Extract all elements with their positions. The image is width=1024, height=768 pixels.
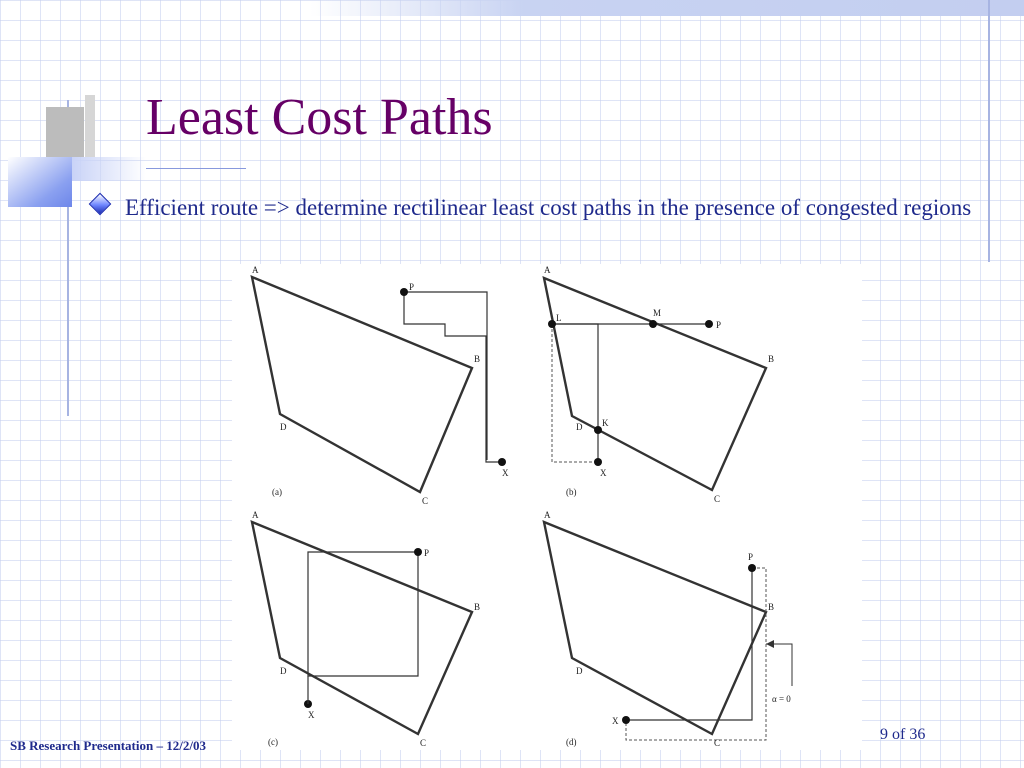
- diamond-bullet-icon: [89, 193, 112, 216]
- label-l-b: L: [556, 313, 562, 323]
- figure-drawing: [232, 264, 862, 750]
- label-m-b: M: [653, 308, 662, 318]
- label-x-a: X: [502, 468, 509, 478]
- title-underline: [146, 168, 246, 169]
- title-decoration-gray-bar: [85, 95, 95, 157]
- panel-c: [252, 510, 480, 748]
- label-k-b: K: [602, 418, 609, 428]
- label-d-a: D: [280, 422, 287, 432]
- least-cost-paths-figure: [232, 264, 862, 750]
- right-decoration-line: [988, 0, 990, 262]
- title-decoration-blue-band: [72, 157, 146, 181]
- label-p-b: P: [716, 320, 722, 330]
- label-a-d: A: [544, 510, 551, 520]
- label-c-d: C: [714, 738, 721, 748]
- label-d-c: D: [280, 666, 287, 676]
- point-p-c: [414, 548, 422, 556]
- path-b-dashed: [552, 324, 598, 462]
- point-k-b: [594, 426, 602, 434]
- header-decoration-stripe: [310, 0, 1024, 16]
- point-p-b: [705, 320, 713, 328]
- label-a-a: A: [252, 265, 259, 275]
- path-c-rect: [308, 552, 418, 676]
- panel-b: [544, 265, 774, 504]
- bullet-text: Efficient route => determine rectilinear least cost paths in the presence of congested regions: [125, 195, 972, 220]
- congested-region-d: [544, 522, 766, 734]
- label-p-a: P: [409, 282, 415, 292]
- label-p-c: P: [424, 548, 430, 558]
- label-d-b: D: [576, 422, 583, 432]
- point-m-b: [649, 320, 657, 328]
- label-a-c: A: [252, 510, 259, 520]
- label-a-b: A: [544, 265, 551, 275]
- title-decoration-blue-square: [8, 157, 72, 207]
- path-b-k: [552, 324, 598, 460]
- label-x-d: X: [612, 716, 619, 726]
- point-p-a: [400, 288, 408, 296]
- label-x-b: X: [600, 468, 607, 478]
- title-decoration-gray-square: [46, 107, 84, 157]
- label-b-d: B: [768, 602, 775, 612]
- point-x-a: [498, 458, 506, 466]
- alpha-arrow-line: [766, 644, 792, 686]
- footer-presentation-title: SB Research Presentation – 12/2/03: [10, 738, 206, 753]
- label-p-d: P: [748, 552, 754, 562]
- path-d-dashed: [626, 568, 766, 740]
- caption-b: (b): [566, 487, 577, 497]
- label-b-a: B: [474, 354, 481, 364]
- label-b-c: B: [474, 602, 481, 612]
- congested-region-a: [252, 277, 472, 492]
- label-b-b: B: [768, 354, 775, 364]
- point-p-d: [748, 564, 756, 572]
- caption-c: (c): [268, 737, 278, 747]
- path-a-outer: [404, 292, 487, 460]
- point-x-b: [594, 458, 602, 466]
- caption-a: (a): [272, 487, 282, 497]
- label-x-c: X: [308, 710, 315, 720]
- label-c-c: C: [420, 738, 427, 748]
- label-d-d: D: [576, 666, 583, 676]
- label-c-b: C: [714, 494, 721, 504]
- label-c-a: C: [422, 496, 429, 506]
- alpha-arrow-head: [766, 640, 774, 648]
- congested-region-c: [252, 522, 472, 734]
- panel-d: [544, 510, 792, 748]
- slide-title: Least Cost Paths: [146, 89, 493, 146]
- caption-d: (d): [566, 737, 577, 747]
- point-l-b: [548, 320, 556, 328]
- point-x-d: [622, 716, 630, 724]
- page-number: 9 of 36: [880, 726, 926, 743]
- panel-a: [252, 265, 509, 506]
- alpha-annotation: α = 0: [772, 694, 791, 704]
